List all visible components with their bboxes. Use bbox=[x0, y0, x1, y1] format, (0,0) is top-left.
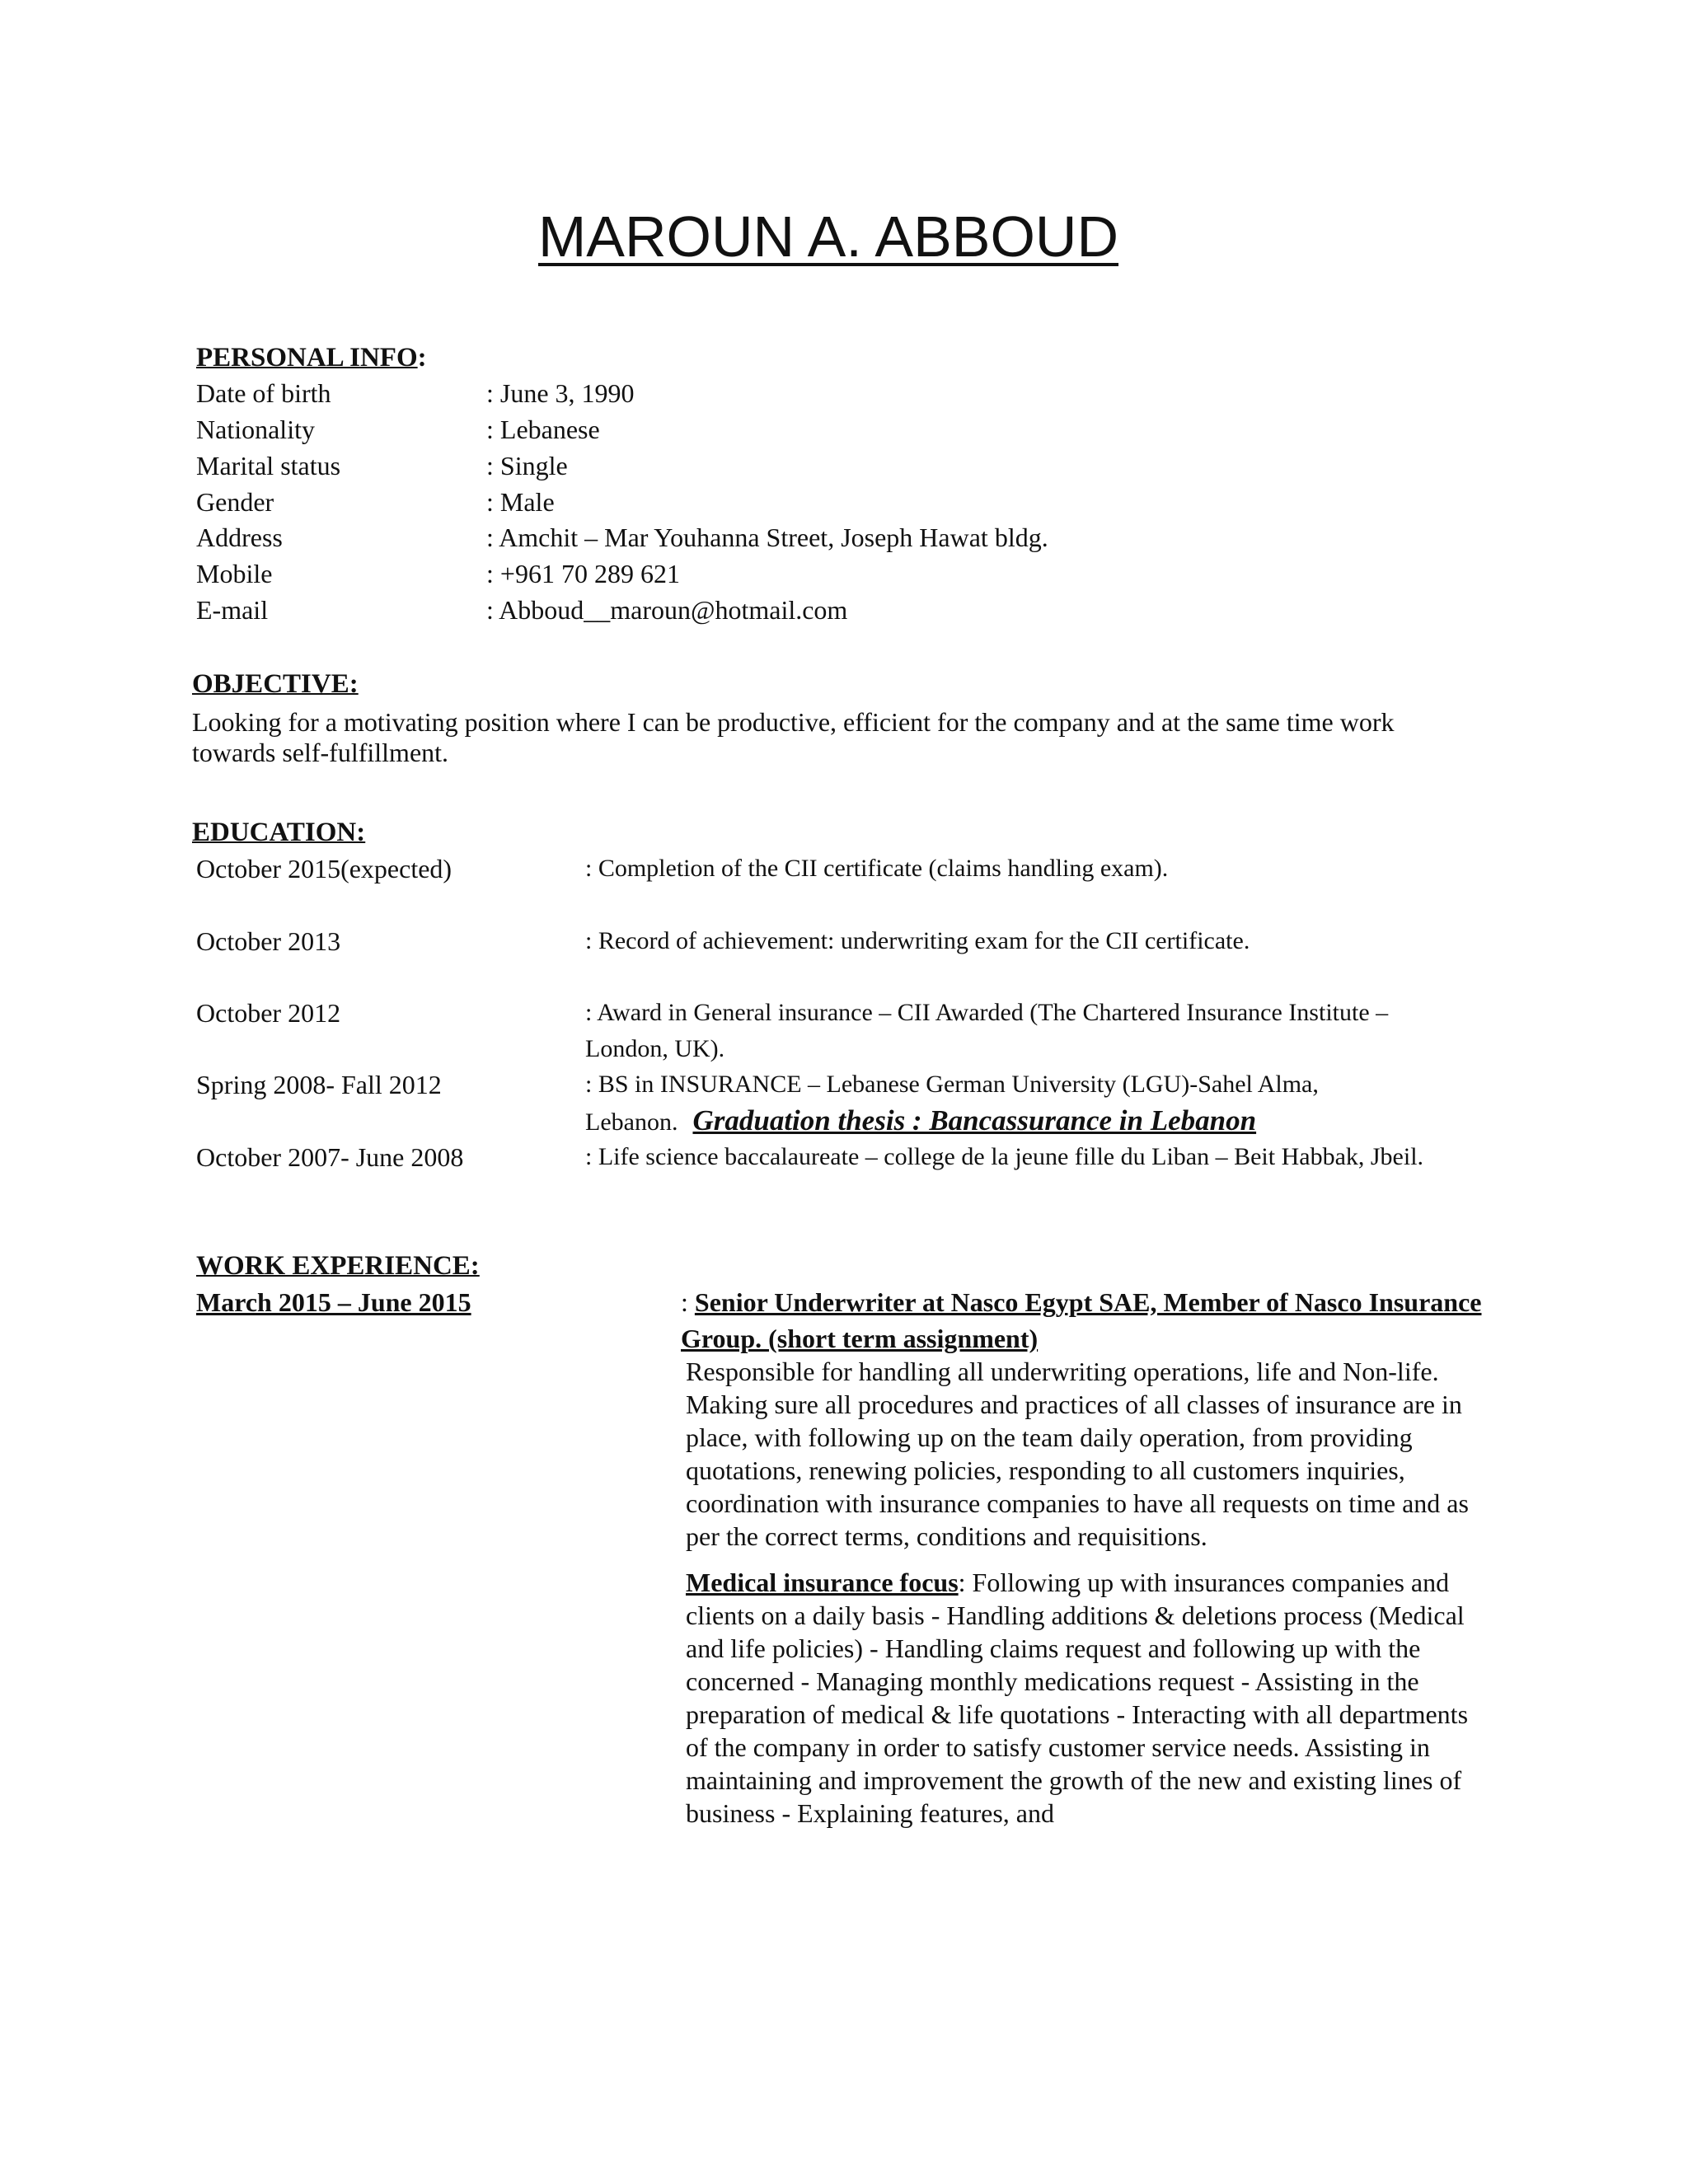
info-row-dob bbox=[196, 375, 1432, 411]
work-medical-focus bbox=[686, 1566, 1485, 1830]
education-description bbox=[585, 1066, 1451, 1141]
info-value: : Lebanese bbox=[486, 415, 600, 444]
graduation-thesis: Graduation thesis : Bancassurance in Lebanon bbox=[692, 1104, 1257, 1137]
info-value: : Single bbox=[486, 451, 568, 480]
info-row-nationality bbox=[196, 411, 1432, 448]
education-description: : Completion of the CII certificate (claims handling exam). bbox=[585, 855, 1169, 882]
personal-info-heading: PERSONAL INFO: bbox=[196, 343, 427, 373]
focus-label: Medical insurance focus bbox=[686, 1568, 959, 1597]
objective-text: Looking for a motivating position where I can be productive, efficient for the company and at the same time work towards self-fulfillment. bbox=[192, 707, 1395, 767]
education-description: : Record of achievement: underwriting exam for the CII certificate. bbox=[585, 927, 1250, 954]
education-description: : Award in General insurance – CII Awarded (The Chartered Insurance Institute – London, UK). bbox=[585, 999, 1389, 1062]
info-row-email bbox=[196, 592, 1432, 628]
info-row-marital-status bbox=[196, 448, 1432, 484]
education-heading: EDUCATION: bbox=[192, 818, 366, 847]
work-date: March 2015 – June 2015 bbox=[196, 1287, 471, 1317]
education-description: : Life science baccalaureate – college de la jeune fille du Liban – Beit Habbak, Jbeil. bbox=[585, 1143, 1424, 1170]
info-label: E-mail bbox=[196, 595, 269, 625]
candidate-name: MAROUN A. ABBOUD bbox=[537, 204, 1119, 269]
role-prefix: : bbox=[681, 1287, 695, 1317]
info-row-gender bbox=[196, 484, 1432, 520]
info-label: Date of birth bbox=[196, 378, 331, 408]
work-experience-heading: WORK EXPERIENCE: bbox=[196, 1251, 480, 1281]
info-value: : Abboud__maroun@hotmail.com bbox=[486, 595, 848, 625]
info-value: : +961 70 289 621 bbox=[486, 559, 680, 588]
education-date: October 2012 bbox=[196, 998, 341, 1028]
role-title: Senior Underwriter at Nasco Egypt SAE, Member of Nasco Insurance Group. (short term assignment) bbox=[681, 1287, 1482, 1353]
focus-text: : Following up with insurances companies and clients on a daily basis - Handling additions & deletions process (Medical and life policies) - Handling claims request and following up with the concerned - Managing monthly medications request - Assisting in the preparation of medical & life quotations - Interacting with all departments of the company in order to satisfy customer service needs. Assisting in maintaining and improvement the growth of the new and existing lines of business - Explaining features, and bbox=[686, 1568, 1469, 1828]
info-value: : Amchit – Mar Youhanna Street, Joseph Hawat bldg. bbox=[486, 523, 1048, 552]
info-label: Mobile bbox=[196, 559, 273, 588]
education-description-text: : BS in INSURANCE – Lebanese German University (LGU)-Sahel Alma, Lebanon. bbox=[585, 1071, 1319, 1136]
info-value: : June 3, 1990 bbox=[486, 378, 635, 408]
info-label: Address bbox=[196, 523, 283, 552]
info-label: Marital status bbox=[196, 451, 341, 480]
info-label: Nationality bbox=[196, 415, 315, 444]
education-date: October 2013 bbox=[196, 926, 341, 956]
info-row-mobile bbox=[196, 555, 1432, 592]
objective-heading: OBJECTIVE: bbox=[192, 669, 359, 699]
education-date: October 2007- June 2008 bbox=[196, 1142, 464, 1172]
info-value: : Male bbox=[486, 487, 555, 517]
info-row-address bbox=[196, 519, 1432, 555]
education-date: Spring 2008- Fall 2012 bbox=[196, 1070, 442, 1099]
work-responsibilities: Responsible for handling all underwriting operations, life and Non-life. Making sure all procedures and practices of all classes of insurance are in place, with following up on the team daily operation, from providing quotations, renewing policies, responding to all customers inquiries, coordination with insurance companies to have all requests on time and as per the correct terms, conditions and requisitions. bbox=[686, 1357, 1469, 1551]
work-role bbox=[681, 1284, 1489, 1357]
education-date: October 2015(expected) bbox=[196, 854, 452, 883]
info-label: Gender bbox=[196, 487, 274, 517]
